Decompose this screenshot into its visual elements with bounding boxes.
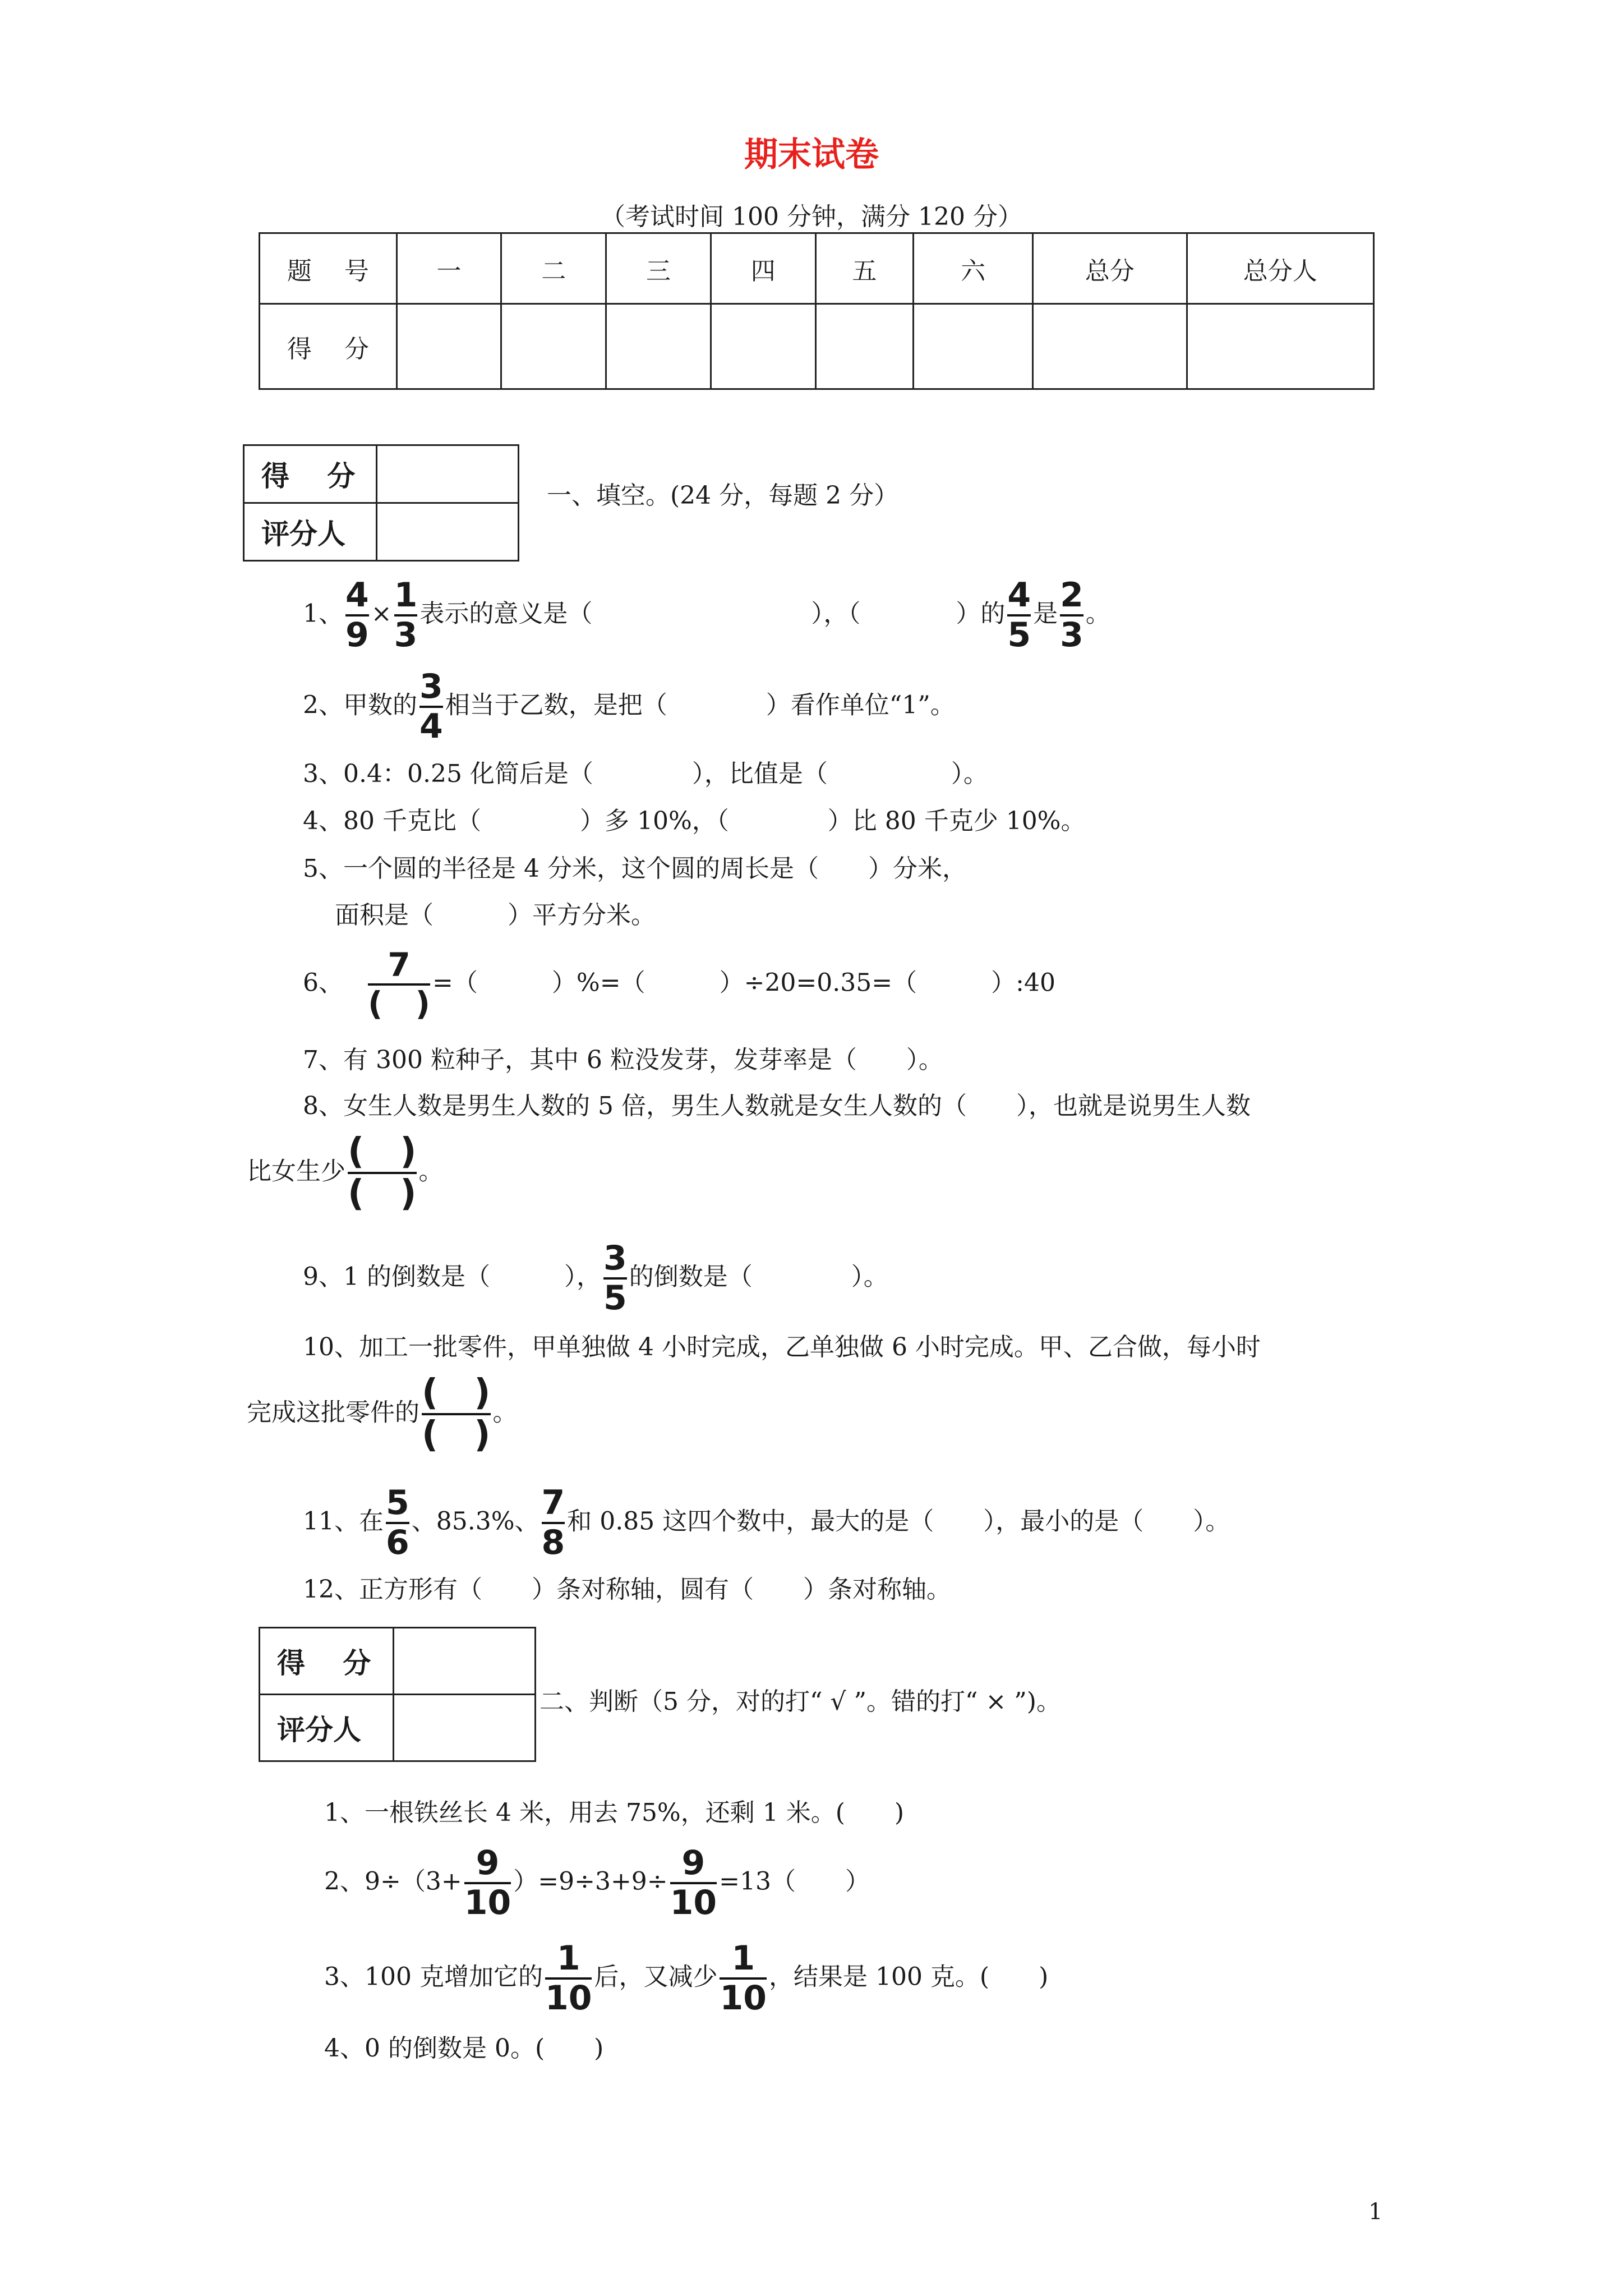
- question-1-11: 11、在 $\frac{5}{6}$ 、85.3%、 $\frac{7}{8}$ 和 0.85 这四个数中，最大的是（ ），最小的是（ ）。: [303, 1483, 1230, 1562]
- score-label: 得 分: [260, 1628, 394, 1695]
- score-label: 得 分: [244, 445, 377, 503]
- fraction: $\frac{1}{10}$: [545, 1939, 592, 2018]
- question-1-12: 12、正方形有（ ）条对称轴，圆有（ ）条对称轴。: [303, 1575, 951, 1604]
- column-header: 六: [914, 233, 1033, 304]
- question-1-10: 10、加工一批零件，甲单独做 4 小时完成，乙单独做 6 小时完成。甲、乙合做，每小时: [303, 1333, 1261, 1361]
- score-cell[interactable]: [914, 304, 1033, 389]
- fraction: $\frac{7}{8}$: [541, 1483, 565, 1562]
- question-1-6: 6、 $\frac{7}{( )}$ =（ ）%=（ ）÷20=0.35=（ ）:40: [303, 946, 1055, 1023]
- fraction: $\frac{4}{5}$: [1007, 576, 1031, 655]
- column-header: 总分人: [1187, 233, 1373, 304]
- q-number: 1、: [303, 599, 343, 628]
- column-header: 一: [396, 233, 501, 304]
- exam-info: （考试时间 100 分钟，满分 120 分）: [601, 203, 1022, 231]
- score-cell[interactable]: [501, 304, 606, 389]
- question-1-5: 5、一个圆的半径是 4 分米，这个圆的周长是（ ）分米，: [303, 854, 967, 883]
- score-cell[interactable]: [1187, 304, 1373, 389]
- question-1-7: 7、有 300 粒种子，其中 6 粒没发芽，发芽率是（ ）。: [303, 1046, 943, 1074]
- fraction: $\frac{4}{9}$: [345, 576, 369, 655]
- grader-label: 评分人: [260, 1695, 394, 1761]
- question-1-5-continued: 面积是（ ）平方分米。: [335, 901, 656, 930]
- question-2-1: 1、一根铁丝长 4 米，用去 75%，还剩 1 米。( ): [324, 1798, 905, 1827]
- column-header: 三: [606, 233, 711, 304]
- question-1-8: 8、女生人数是男生人数的 5 倍，男生人数就是女生人数的（ ），也就是说男生人数: [303, 1092, 1251, 1120]
- fraction: $\frac{3}{5}$: [603, 1239, 627, 1318]
- score-blank[interactable]: [377, 445, 519, 503]
- fraction: $\frac{5}{6}$: [386, 1483, 409, 1562]
- fraction: $\frac{1}{10}$: [720, 1939, 767, 2018]
- section-2-heading: 二、判断（5 分，对的打“ √ ”。错的打“ × ”)。: [540, 1687, 1061, 1716]
- grader-box-section-2: [259, 1627, 536, 1762]
- question-1-10-continued: 完成这批零件的 $\frac{( )}{( )}$ 。: [247, 1372, 518, 1456]
- question-2-3: 3、100 克增加它的 $\frac{1}{10}$ 后，又减少 $\frac{1}{10}$ ，结果是 100 克。( ): [324, 1939, 1049, 2018]
- row-label: 得 分: [260, 304, 397, 389]
- grader-blank[interactable]: [377, 503, 519, 561]
- column-header: 总分: [1032, 233, 1187, 304]
- question-1-9: 9、1 的倒数是（ ）， $\frac{3}{5}$ 的倒数是（ ）。: [303, 1239, 888, 1318]
- column-header: 四: [711, 233, 815, 304]
- header-label: 题 号: [260, 233, 397, 304]
- fraction: $\frac{( )}{( )}$: [348, 1131, 417, 1215]
- section-1-heading: 一、填空。(24 分，每题 2 分）: [547, 481, 899, 510]
- grader-label: 评分人: [244, 503, 377, 561]
- question-1-8-continued: 比女生少 $\frac{( )}{( )}$ 。: [247, 1131, 444, 1215]
- column-header: 五: [815, 233, 914, 304]
- fraction: $\frac{3}{4}$: [419, 667, 443, 746]
- score-cell[interactable]: [396, 304, 501, 389]
- page-title: 期末试卷: [744, 135, 879, 174]
- question-1-2: 2、甲数的 $\frac{3}{4}$ 相当于乙数，是把（ ）看作单位“1”。: [303, 667, 955, 746]
- fraction: $\frac{9}{10}$: [670, 1843, 717, 1922]
- fraction: $\frac{7}{( )}$: [368, 946, 431, 1023]
- question-2-4: 4、0 的倒数是 0。( ): [324, 2034, 604, 2063]
- question-1-4: 4、80 千克比（ ）多 10%，（ ）比 80 千克少 10%。: [303, 807, 1086, 835]
- grader-blank[interactable]: [394, 1695, 536, 1761]
- score-cell[interactable]: [711, 304, 815, 389]
- grader-box-section-1: [243, 444, 519, 562]
- score-cell[interactable]: [815, 304, 914, 389]
- question-1-1: 1、 $\frac{4}{9}$ × $\frac{1}{3}$ 表示的意义是（ ），（ ）的 $\frac{4}{5}$ 是 $\frac{2}{3}$ 。: [303, 576, 1110, 655]
- fraction: $\frac{9}{10}$: [464, 1843, 511, 1922]
- question-2-2: 2、9÷（3+ $\frac{9}{10}$ ）=9÷3+9÷ $\frac{9}{10}$ =13（ ）: [324, 1843, 870, 1922]
- fraction: $\frac{( )}{( )}$: [422, 1372, 491, 1456]
- question-1-3: 3、0.4：0.25 化简后是（ ），比值是（ ）。: [303, 760, 988, 788]
- fraction: $\frac{2}{3}$: [1060, 576, 1083, 655]
- score-cell[interactable]: [1032, 304, 1187, 389]
- column-header: 二: [501, 233, 606, 304]
- score-summary-table: [259, 232, 1375, 390]
- page-number: 1: [1368, 2199, 1383, 2225]
- fraction: $\frac{1}{3}$: [394, 576, 418, 655]
- score-cell[interactable]: [606, 304, 711, 389]
- score-blank[interactable]: [394, 1628, 536, 1695]
